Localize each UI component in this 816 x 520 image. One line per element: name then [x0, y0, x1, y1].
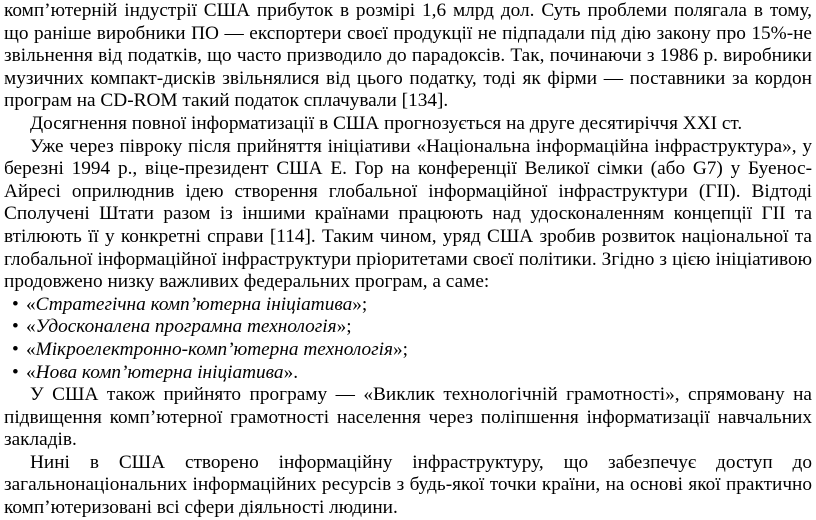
paragraph-5: Нині в США створено інформаційну інфраструктуру, що забезпечує доступ до загальнонаціональних інформаційних ресурсів з будь-якої точки країни, на основі якої практично комп’ютеризовані всі сфери діяльності людини.	[4, 451, 812, 519]
program-title: Стратегічна комп’ютерна ініціатива	[35, 293, 353, 315]
program-title: Мікроелектронно-комп’ютерна технологія	[35, 338, 393, 360]
paragraph-3: Уже через півроку після прийняття ініціативи «Національна інформаційна інфраструктура», у березні 1994 р., віце-президент США Е. Гор на конференції Великої сімки (або G7) у Буенос-Айресі оприлюднив ідею створення глобальної інформаційної інфраструктури (ГІІ). Відтоді Сполучені Штати разом із іншими країнами працюють над удосконаленням концепції ГІІ та втілюють її у конкретні справи [114]. Таким чином, уряд США зробив розвиток національної та глобальної інформаційної інфраструктури пріоритетами своєї політики. Згідно з цією ініціативою продовжено низку важливих федеральних програм, а саме:	[4, 135, 812, 293]
paragraph-2: Досягнення повної інформатизації в США прогнозується на друге десятиріччя XXI ст.	[30, 112, 743, 134]
bullet-icon: •	[12, 338, 19, 360]
program-title: Нова комп’ютерна ініціатива	[35, 361, 284, 383]
program-title: Удосконалена програмна технологія	[35, 316, 337, 338]
paragraph-1: комп’ютерній індустрії США прибуток в розмірі 1,6 млрд дол. Суть проблеми полягала в тому, що раніше виробники ПО — експортери своєї продукції не підпадали під дію закону про 15%-не звільнення від податків, що часто призводило до парадоксів. Так, починаючи з 1986 р. виробники музичних компакт-дисків звільнялися від цього податку, тоді як фірми — поставники за кордон програм на CD-ROM такий податок сплачували [134].	[4, 0, 812, 112]
list-item: • «Удосконалена програмна технологія»;	[12, 316, 352, 338]
list-item: • «Стратегічна комп’ютерна ініціатива»;	[12, 293, 368, 315]
bullet-icon: •	[12, 361, 19, 383]
paragraph-4: У США також прийнято програму — «Виклик технологічній грамотності», спрямовану на підвищення комп’ютерної грамотності населення через поліпшення інформатизації навчальних закладів.	[4, 384, 812, 451]
list-item: • «Мікроелектронно-комп’ютерна технологія»;	[12, 338, 408, 360]
program-list	[4, 294, 812, 384]
list-item: • «Нова комп’ютерна ініціатива».	[12, 361, 299, 383]
bullet-icon: •	[12, 316, 19, 338]
bullet-icon: •	[12, 293, 19, 315]
